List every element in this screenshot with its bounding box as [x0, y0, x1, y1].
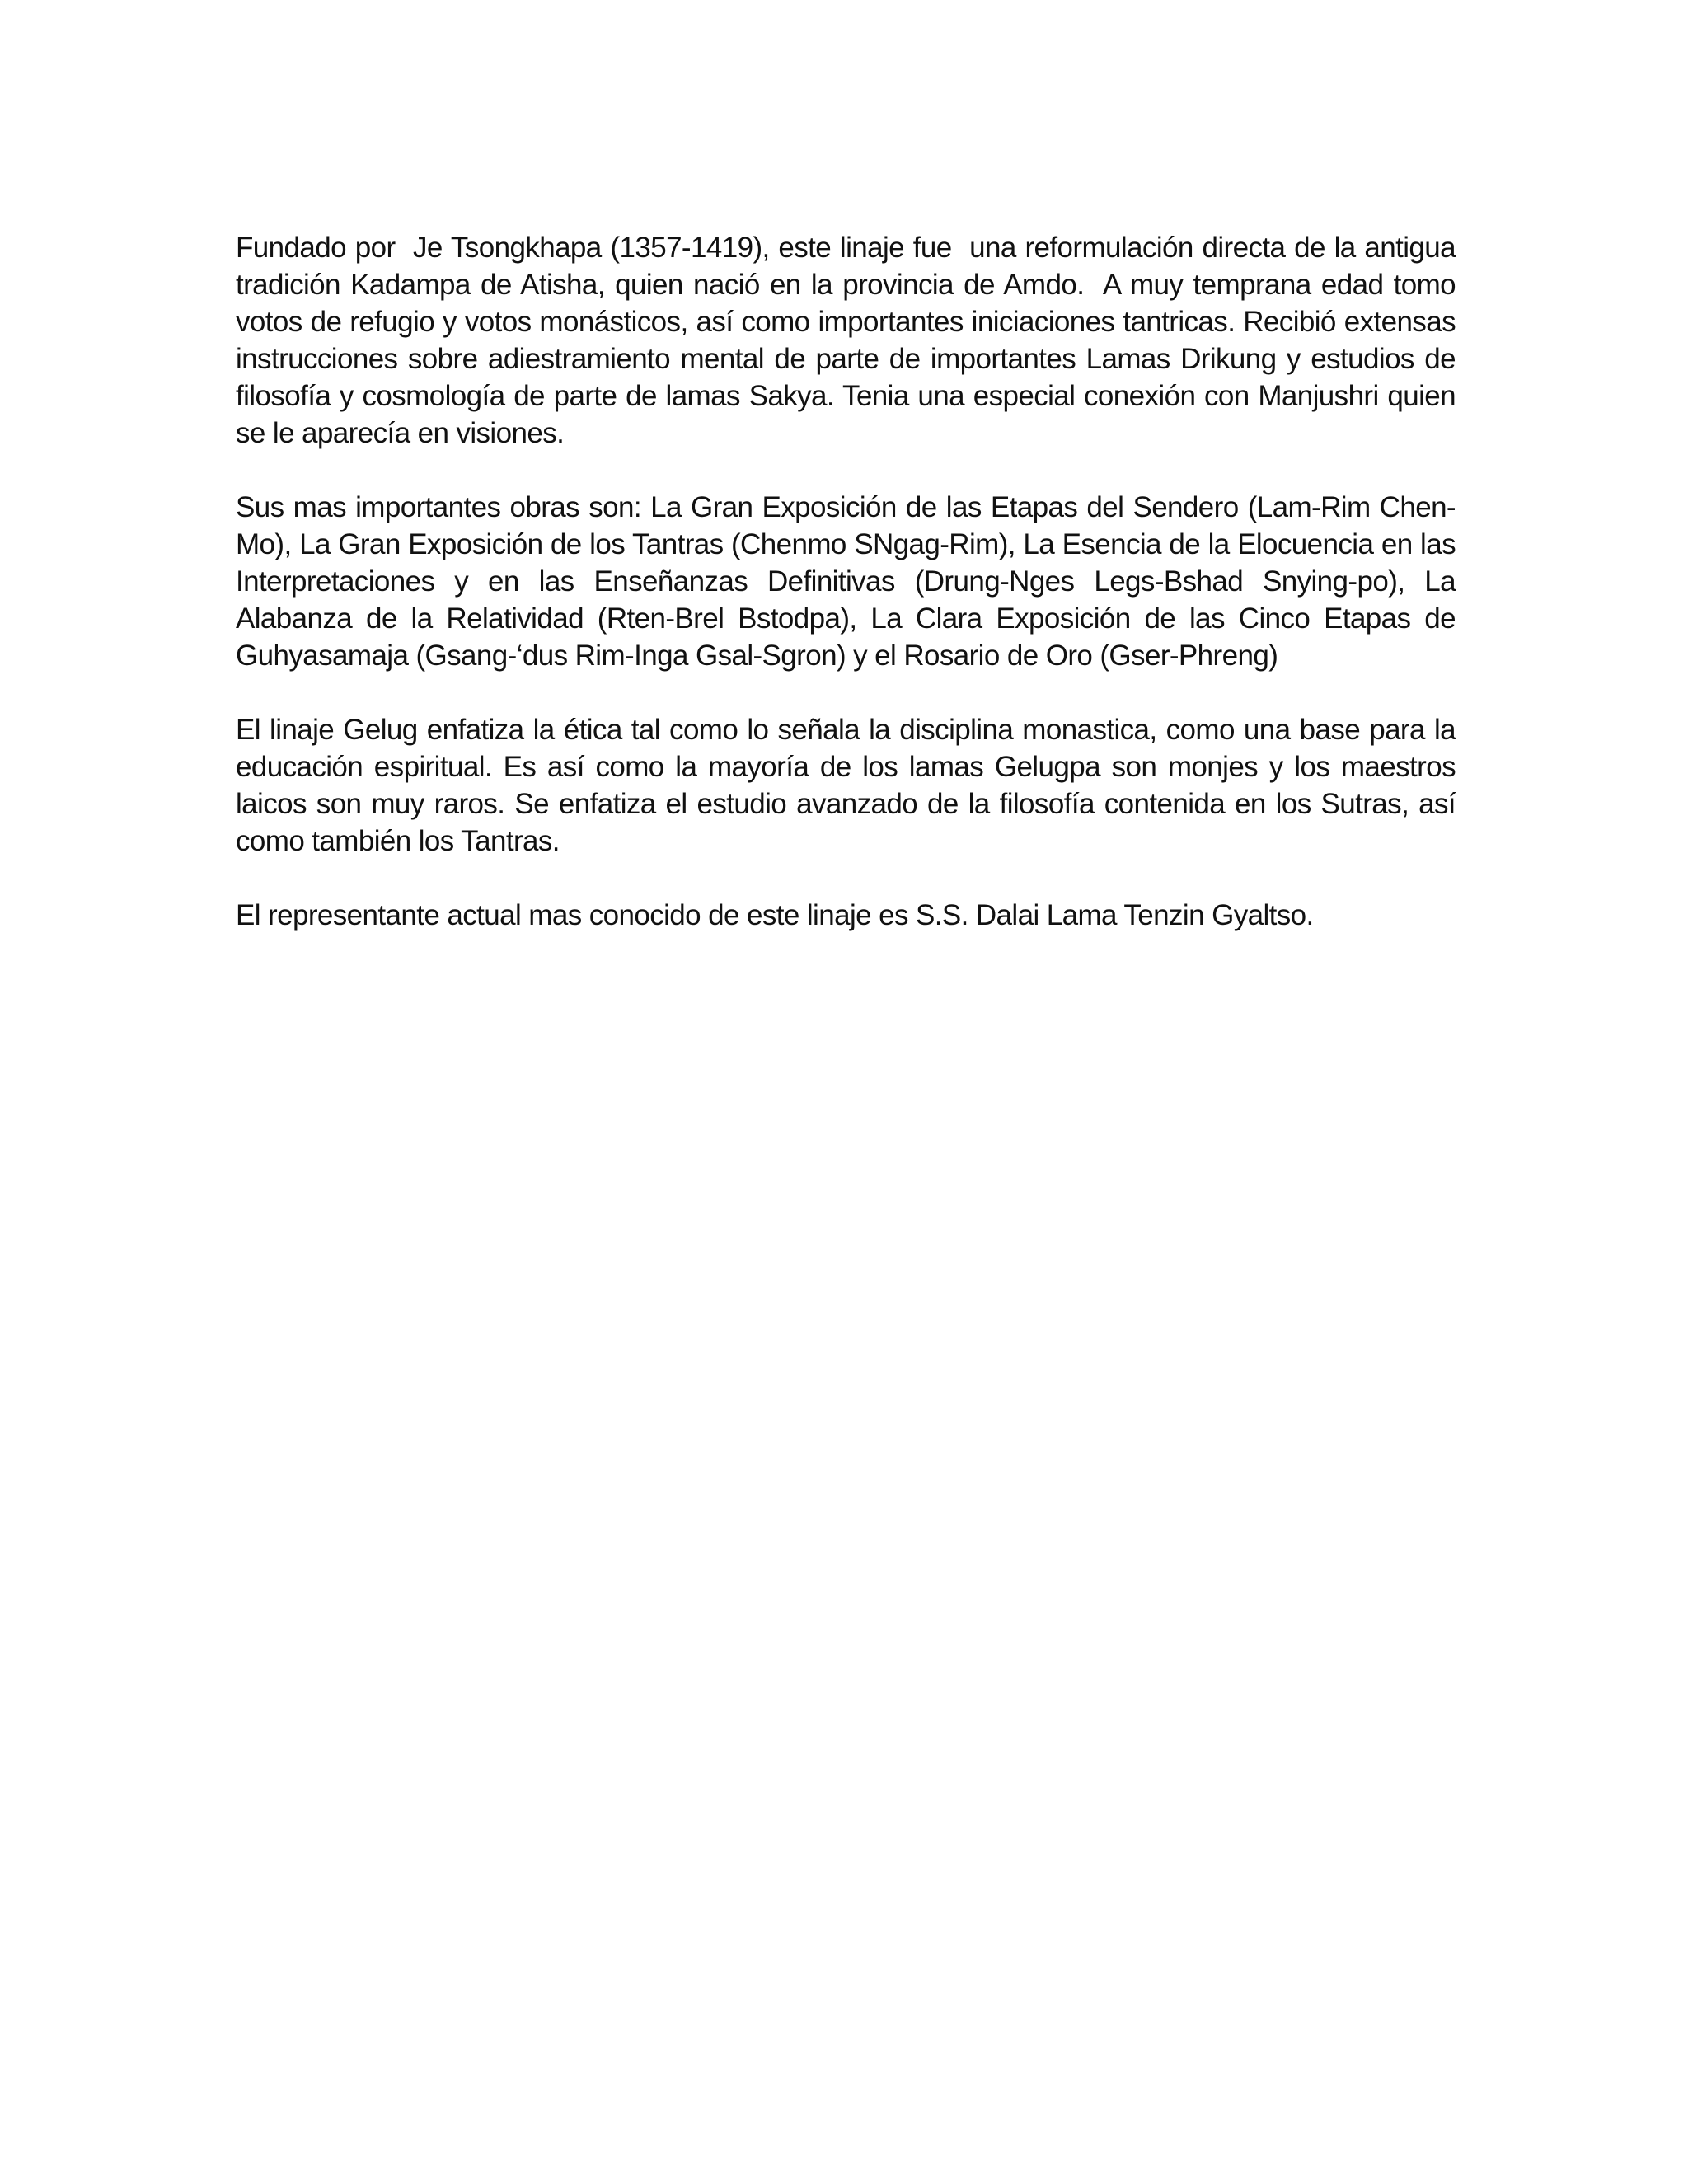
- paragraph-founding: Fundado por Je Tsongkhapa (1357-1419), este linaje fue una reformulación directa de la antigua tradición Kadampa de Atisha, quien nació en la provincia de Amdo. A muy temprana edad tomo votos de refugio y votos monásticos, así como importantes iniciaciones tantricas. Recibió extensas instrucciones sobre adiestramiento mental de parte de importantes Lamas Drikung y estudios de filosofía y cosmología de parte de lamas Sakya. Tenia una especial conexión con Manjushri quien se le aparecía en visiones.: [236, 232, 1464, 449]
- paragraph-representative: El representante actual mas conocido de este linaje es S.S. Dalai Lama Tenzin Gyaltso.: [236, 899, 1314, 931]
- paragraph-works: Sus mas importantes obras son: La Gran Exposición de las Etapas del Sendero (Lam-Rim Chen-Mo), La Gran Exposición de los Tantras (Chenmo SNgag-Rim), La Esencia de la Elocuencia en las Interpretaciones y en las Enseñanzas Definitivas (Drung-Nges Legs-Bshad Snying-po), La Alabanza de la Relatividad (Rten-Brel Bstodpa), La Clara Exposición de las Cinco Etapas de Guhyasamaja (Gsang-‘dus Rim-Inga Gsal-Sgron) y el Rosario de Oro (Gser-Phreng): [236, 491, 1464, 672]
- paragraph-ethics: El linaje Gelug enfatiza la ética tal como lo señala la disciplina monastica, como una base para la educación espiritual. Es así como la mayoría de los lamas Gelugpa son monjes y los maestros laicos son muy raros. Se enfatiza el estudio avanzado de la filosofía contenida en los Sutras, así como también los Tantras.: [236, 714, 1464, 857]
- document-body: [236, 229, 1464, 971]
